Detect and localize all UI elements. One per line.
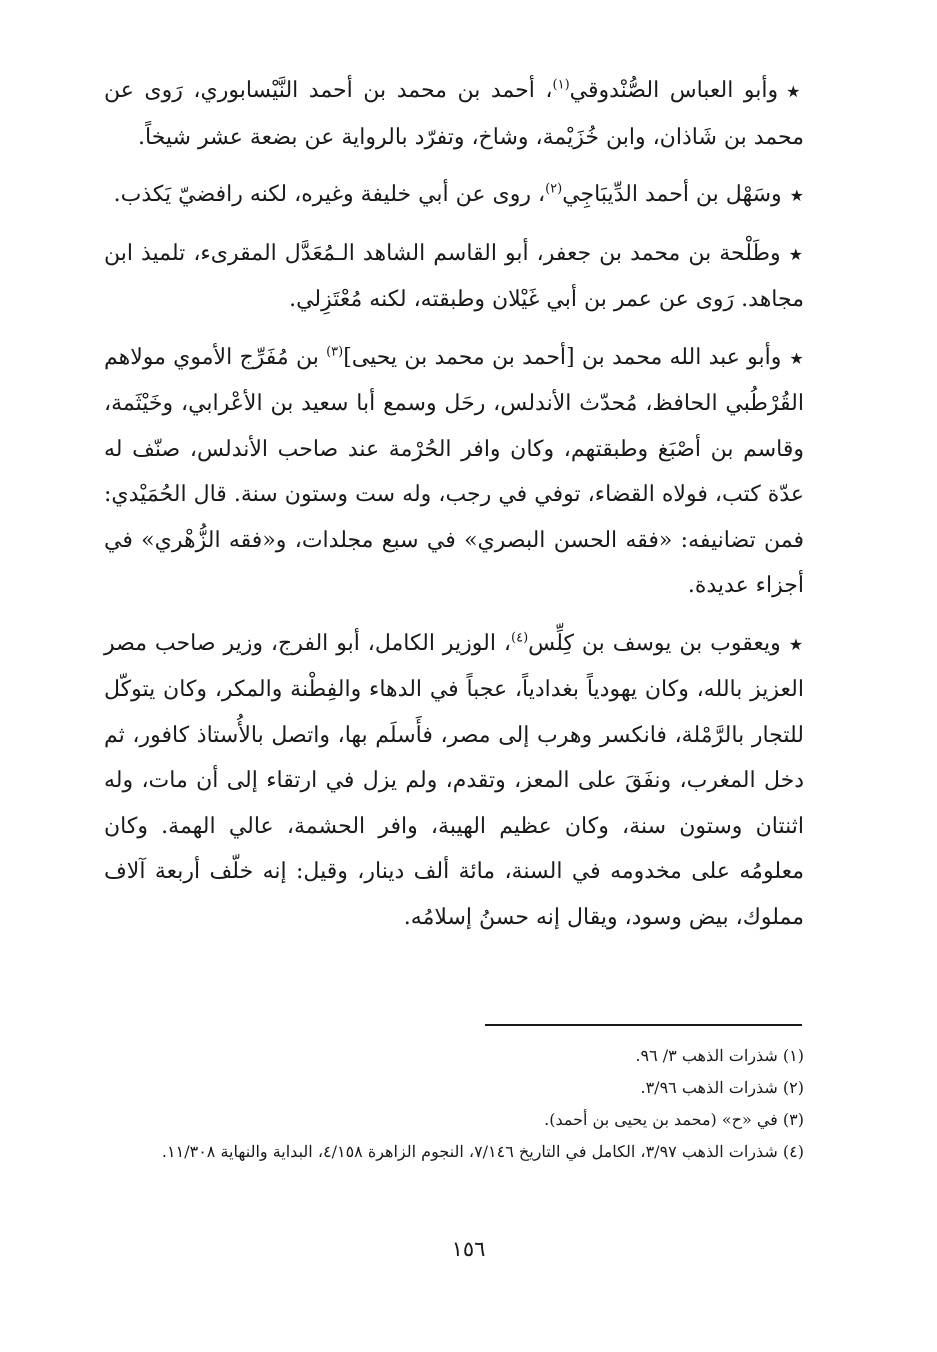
main-text <box>104 68 804 952</box>
entry-text: ويعقوب بن يوسف بن كِلِّس <box>528 630 781 656</box>
entry-text: ، روى عن أبي خليفة وغيره، لكنه رافضيّ يَكذب. <box>113 182 546 207</box>
entry-text: وطَلْحة بن محمد بن جعفر، أبو القاسم الشاهد الـمُعَدَّل المقرىء، تلميذ ابن مجاهد. رَوى عن عمر بن أبي غَيْلان وطبقته، لكنه مُعْتَزِلي. <box>104 240 804 312</box>
footnote-ref[interactable]: (٢) <box>545 181 563 197</box>
page-number: ١٥٦ <box>451 1237 486 1261</box>
star-bullet: ★ <box>789 186 804 205</box>
footnote-ref[interactable]: (٤) <box>511 630 529 646</box>
footnote-1: (١) شذرات الذهب ٣/ ٩٦. <box>635 1046 804 1065</box>
footnote-ref[interactable]: (١) <box>552 77 570 93</box>
entry-text: وأبو العباس الصُّنْدوقي <box>569 78 779 103</box>
star-bullet: ★ <box>788 244 805 264</box>
entry-talha <box>104 231 804 323</box>
footnote-4: (٤) شذرات الذهب ٣/٩٧، الكامل في التاريخ ٧/١٤٦، النجوم الزاهرة ٤/١٥٨، البداية والنهاية ١١/٣٠٨. <box>161 1142 804 1161</box>
entry-text: بن مُفَرِّج الأموي مولاهم القُرْطُبي الحافظ، مُحدّث الأندلس، رحَل وسمع أبا سعيد بن الأعْرابي، وخَيْثَمة، وقاسم بن أصْبَغ وطبقتهم، وكان وافر الحُرْمة عند صاحب الأندلس، صنّف له عدّة كتب، فولاه القضاء، توفي في رجب، وله ست وستون سنة. قال الحُمَيْدي: فمن تضانيفه: «فقه الحسن البصري» في سبع مجلدات، و«فقه الزُّهْري» في أجزاء عديدة. <box>104 344 804 598</box>
entry-text: ، الوزير الكامل، أبو الفرج، وزير صاحب مصر العزيز بالله، وكان يهودياً بغدادياً، عجباً في الدهاء والفِطْنة والمكر، وكان يتوكّل للتجار بالرَّمْلة، فانكسر وهرب إلى مصر، فأَسلَم بها، واتصل بالأُستاذ كافور، ثم دخل المغرب، ونفَقَ على المعز، وتقدم، ولم يزل في ارتقاء إلى أن مات، وله اثنتان وستون سنة، وكان عظيم الهيبة، وافر الحشمة، عالي الهمة. وكان معلومُه على مخدومه في السنة، مائة ألف دينار، وقيل: إنه خلّف أربعة آلاف مملوك، بيض وسود، ويقال إنه حسنُ إسلامُه. <box>104 630 804 930</box>
entry-sunduqi <box>104 68 804 160</box>
entry-killis <box>104 621 804 941</box>
entry-text: وسَهْل بن أحمد الدِّيبَاجِي <box>562 182 782 207</box>
entry-mufarrij <box>104 335 804 609</box>
star-bullet: ★ <box>789 348 804 368</box>
footnotes <box>104 1040 804 1168</box>
star-bullet: ★ <box>788 634 805 654</box>
footnote-ref[interactable]: (٣) <box>326 344 344 360</box>
footnote-2: (٢) شذرات الذهب ٣/٩٦. <box>640 1078 804 1097</box>
footnote-3: (٣) في «ح» (محمد بن يحيى بن أحمد). <box>544 1110 804 1129</box>
star-bullet: ★ <box>786 82 804 101</box>
entry-text: ، أحمد بن محمد بن أحمد النَّيْسابوري، رَوى عن محمد بن شَاذان، وابن خُزَيْمة، وشاخ، وتفرّد بالرواية عن بضعة عشر شيخاً. <box>104 78 804 150</box>
footnote-divider <box>485 1024 802 1026</box>
entry-dibaji <box>104 172 804 219</box>
entry-text: وأبو عبد الله محمد بن [أحمد بن محمد بن يحيى] <box>343 344 782 370</box>
